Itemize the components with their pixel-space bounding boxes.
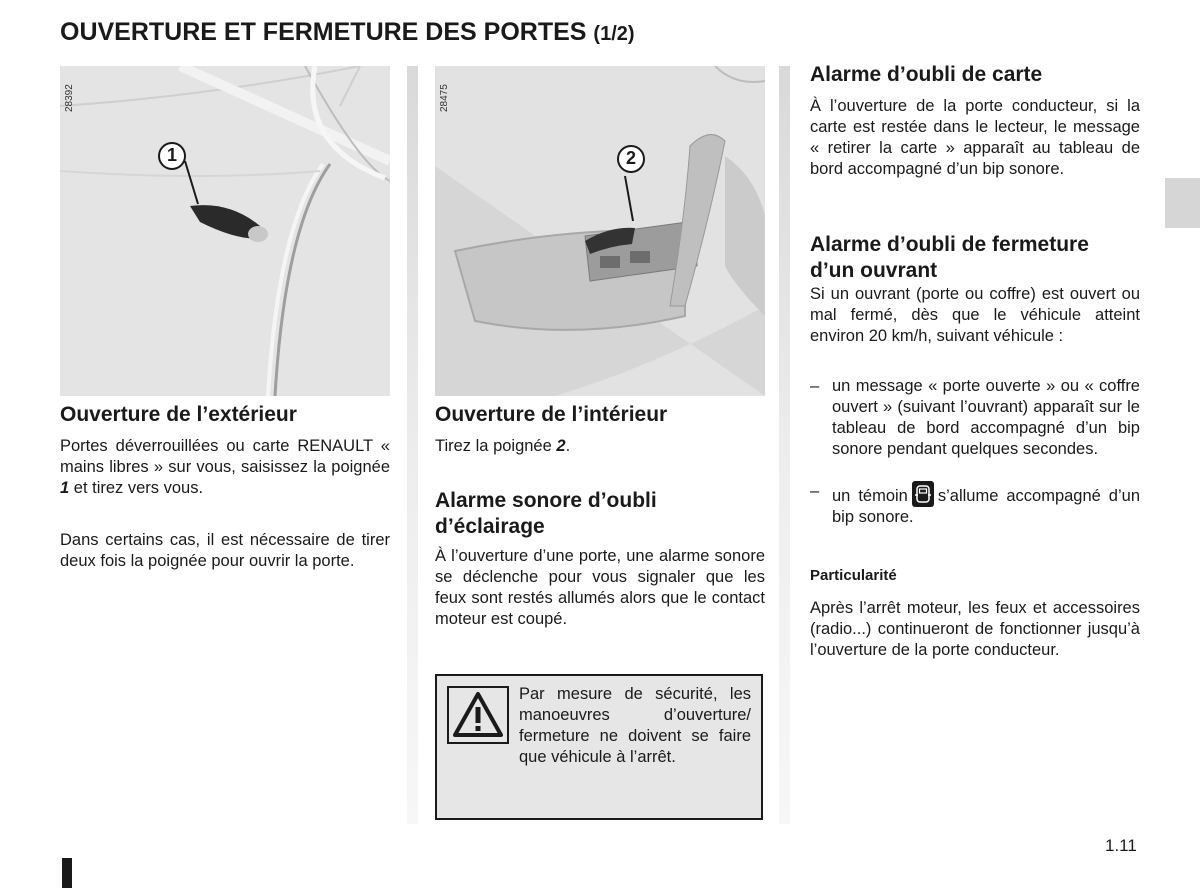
callout-1: 1 bbox=[166, 145, 177, 165]
interior-door-illustration bbox=[435, 66, 765, 396]
section-heading-light-alarm: Alarme sonore d’oubli d’éclairage bbox=[435, 489, 657, 538]
figure-reference: 28392 bbox=[64, 84, 75, 112]
list-item: – un témoin s’allume accompagné d’un bip sonore. bbox=[810, 482, 1140, 526]
figure-reference: 28475 bbox=[439, 84, 450, 112]
safety-warning-text: Par mesure de sécurité, les manoeuvres d’ouverture/ fermeture ne doivent se faire que véhicule à l’arrêt. bbox=[519, 685, 751, 766]
section-heading-interior: Ouverture de l’intérieur bbox=[435, 403, 668, 426]
callout-2: 2 bbox=[625, 148, 636, 168]
section-heading-card-alarm: Alarme d’oubli de carte bbox=[810, 63, 1043, 86]
page-title-main: OUVERTURE ET FERMETURE DES PORTES bbox=[60, 18, 587, 46]
warning-triangle-icon bbox=[447, 686, 509, 744]
section-heading-open-door-alarm: Alarme d’oubli de fermeture d’un ouvrant bbox=[810, 233, 1089, 282]
exterior-door-illustration bbox=[60, 66, 390, 396]
paragraph-card-alarm: À l’ouverture de la porte conducteur, si la carte est restée dans le lecteur, le message « retirer la carte » apparaît au tableau de bord accompagné d’un bip sonore. bbox=[810, 97, 1140, 178]
list-item: – un message « porte ouverte » ou « coffre ouvert » (suivant l’ouvrant) apparaît sur le tableau de bord accompagné d’un bip sonore pendant quelques secondes. bbox=[810, 377, 1140, 458]
paragraph-open-door-alarm: Si un ouvrant (porte ou coffre) est ouvert ou mal fermé, dès que le véhicule atteint environ 20 km/h, suivant véhicule : bbox=[810, 285, 1140, 345]
door-panel-drawing bbox=[435, 66, 765, 396]
page-title bbox=[60, 18, 635, 47]
section-heading-exterior: Ouverture de l’extérieur bbox=[60, 403, 297, 426]
car-door-drawing bbox=[60, 66, 390, 396]
chapter-tab bbox=[1165, 178, 1200, 228]
paragraph-exterior-1: Portes déverrouillées ou carte RENAULT « mains libres » sur vous, saisissez la poignée 1 et tirez vers vous. bbox=[60, 437, 390, 497]
column-separator bbox=[407, 66, 418, 824]
page-edge-mark bbox=[62, 858, 72, 888]
paragraph-light-alarm: À l’ouverture d’une porte, une alarme sonore se déclenche pour vous signaler que les feux sont restés allumés alors que le contact moteur est coupé. bbox=[435, 547, 765, 628]
paragraph-interior-1: Tirez la poignée 2. bbox=[435, 437, 571, 455]
column-separator bbox=[779, 66, 790, 824]
subheading-particularity: Particularité bbox=[810, 567, 897, 584]
alarm-list bbox=[810, 376, 1140, 528]
page-title-part: (1/2) bbox=[593, 23, 635, 45]
open-door-warning-light-icon bbox=[912, 481, 934, 507]
page-number: 1.11 bbox=[1105, 836, 1137, 855]
paragraph-exterior-2: Dans certains cas, il est nécessaire de tirer deux fois la poignée pour ouvrir la porte. bbox=[60, 531, 390, 570]
paragraph-particularity: Après l’arrêt moteur, les feux et accessoires (radio...) continueront de fonctionner jusqu’à l’ouverture de la porte conducteur. bbox=[810, 599, 1140, 659]
safety-warning-box bbox=[435, 674, 763, 820]
